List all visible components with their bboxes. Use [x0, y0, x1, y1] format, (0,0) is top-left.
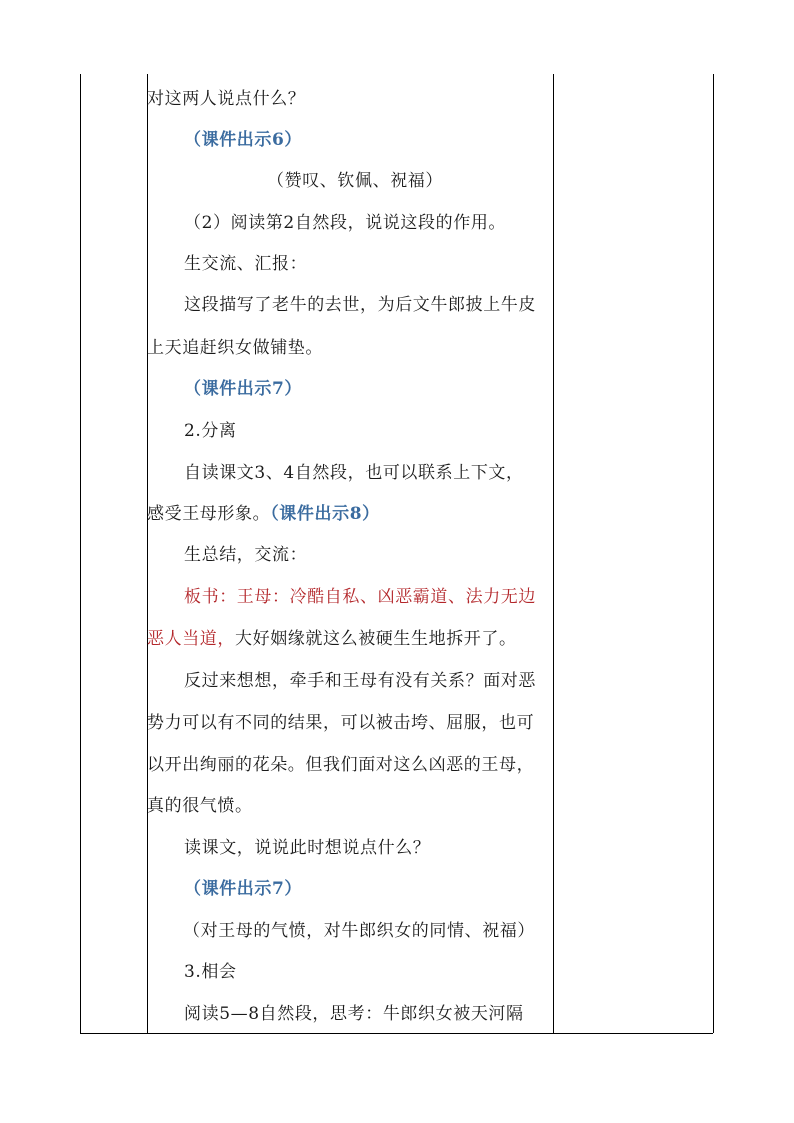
text-line: 上天追赶织女做铺垫。	[147, 338, 323, 358]
table-bottom-border	[80, 1033, 713, 1034]
text-line: 生总结，交流：	[184, 545, 308, 565]
courseware-note: （课件出示7）	[184, 879, 303, 899]
board-notes-continued: 恶人当道，	[147, 629, 235, 649]
text-line: 读课文，说说此时想说点什么？	[184, 838, 431, 858]
text-line: 以开出绚丽的花朵。但我们面对这么凶恶的王母，	[147, 755, 535, 775]
courseware-note: （课件出示7）	[184, 379, 303, 399]
section-heading: 2.分离	[184, 421, 237, 441]
text-line: （2）阅读第2自然段，说说这段的作用。	[184, 213, 507, 233]
text-line: （赞叹、钦佩、祝福）	[267, 171, 443, 191]
text-line: 真的很气愤。	[147, 796, 253, 816]
table-right-border	[713, 74, 714, 1033]
board-notes: 板书：王母：冷酷自私、凶恶霸道、法力无边	[184, 587, 536, 607]
courseware-note: （课件出示6）	[184, 130, 303, 150]
text-line: 势力可以有不同的结果，可以被击垮、屈服，也可	[147, 713, 535, 733]
text-line	[147, 501, 557, 527]
text-line: （对王母的气愤，对牛郎织女的同情、祝福）	[183, 921, 535, 941]
text-line: 这段描写了老牛的去世，为后文牛郎披上牛皮	[184, 295, 536, 315]
section-heading: 3.相会	[184, 962, 237, 982]
text-line: 对这两人说点什么？	[147, 89, 306, 109]
table-left-border	[80, 74, 81, 1033]
text-line: 阅读5—8自然段，思考：牛郎织女被天河隔	[184, 1004, 524, 1024]
text-span: 大好姻缘就这么被硬生生地拆开了。	[235, 629, 517, 649]
text-line: 反过来想想，牵手和王母有没有关系？面对恶	[184, 671, 536, 691]
text-line	[147, 626, 557, 652]
text-span: 感受王母形象。	[147, 504, 271, 524]
text-line: 自读课文3、4自然段，也可以联系上下文，	[184, 463, 524, 483]
text-line: 生交流、汇报：	[184, 254, 308, 274]
courseware-note: （课件出示8）	[270, 504, 380, 524]
